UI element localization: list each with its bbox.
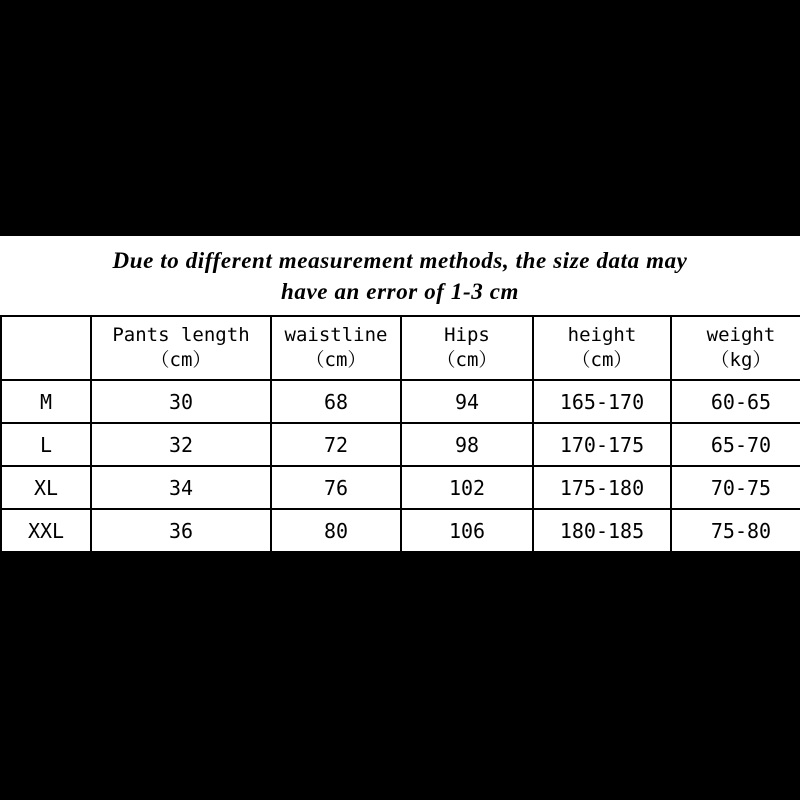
- column-header-height-line-2: （cm）: [571, 349, 633, 372]
- cell-size: M: [1, 380, 91, 423]
- size-table-body: [1, 380, 800, 552]
- cell-pants-length: 32: [91, 423, 271, 466]
- size-table: [0, 315, 800, 553]
- cell-pants-length: 30: [91, 380, 271, 423]
- cell-waistline: 72: [271, 423, 401, 466]
- measurement-note-line-1: Due to different measurement methods, the size data may: [112, 248, 688, 273]
- size-table-header: [1, 316, 800, 380]
- column-header-pants-length: [91, 316, 271, 380]
- size-chart-panel: [0, 236, 800, 553]
- cell-waistline: 76: [271, 466, 401, 509]
- table-header-row: [1, 316, 800, 380]
- column-header-waistline: [271, 316, 401, 380]
- cell-size: L: [1, 423, 91, 466]
- cell-size: XL: [1, 466, 91, 509]
- cell-size: XXL: [1, 509, 91, 552]
- table-row: [1, 380, 800, 423]
- column-header-hips-line-1: Hips: [444, 323, 490, 346]
- cell-hips: 94: [401, 380, 533, 423]
- cell-height: 165-170: [533, 380, 671, 423]
- measurement-note: [0, 236, 800, 315]
- table-row: [1, 509, 800, 552]
- cell-height: 175-180: [533, 466, 671, 509]
- cell-hips: 102: [401, 466, 533, 509]
- cell-waistline: 80: [271, 509, 401, 552]
- column-header-waistline-line-1: waistline: [284, 323, 388, 346]
- column-header-pants-length-line-1: Pants length: [112, 323, 250, 346]
- cell-weight: 70-75: [671, 466, 800, 509]
- cell-hips: 98: [401, 423, 533, 466]
- column-header-height: [533, 316, 671, 380]
- column-header-pants-length-line-2: （cm）: [150, 349, 212, 372]
- cell-waistline: 68: [271, 380, 401, 423]
- cell-weight: 60-65: [671, 380, 800, 423]
- column-header-waistline-line-2: （cm）: [305, 349, 367, 372]
- table-row: [1, 466, 800, 509]
- cell-height: 170-175: [533, 423, 671, 466]
- cell-pants-length: 36: [91, 509, 271, 552]
- column-header-weight-line-1: weight: [706, 323, 776, 346]
- column-header-size: [1, 316, 91, 380]
- cell-pants-length: 34: [91, 466, 271, 509]
- cell-hips: 106: [401, 509, 533, 552]
- column-header-weight: [671, 316, 800, 380]
- column-header-hips: [401, 316, 533, 380]
- table-row: [1, 423, 800, 466]
- measurement-note-line-2: have an error of 1-3 cm: [280, 278, 520, 304]
- column-header-hips-line-2: （cm）: [436, 349, 498, 372]
- cell-height: 180-185: [533, 509, 671, 552]
- cell-weight: 65-70: [671, 423, 800, 466]
- column-header-height-line-1: height: [567, 323, 637, 346]
- column-header-weight-line-2: （kg）: [710, 349, 772, 372]
- cell-weight: 75-80: [671, 509, 800, 552]
